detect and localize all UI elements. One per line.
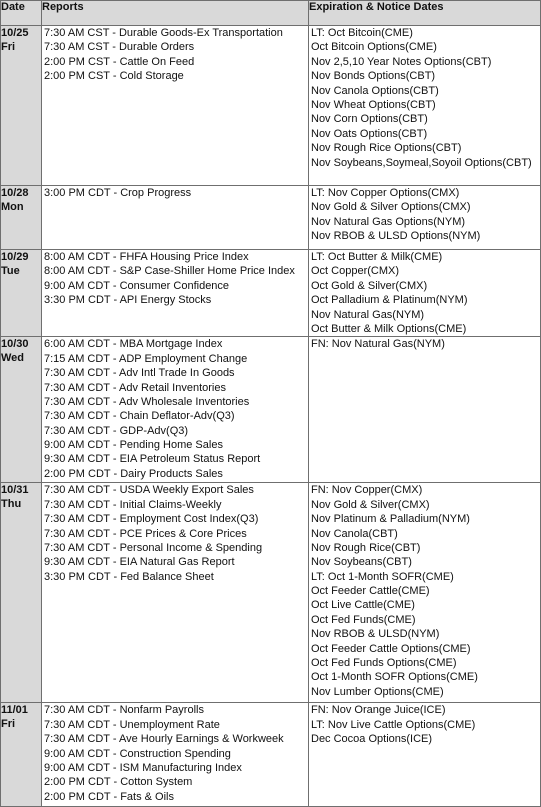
expiration-cell — [309, 26, 541, 186]
expiration-item: Nov Gold & Silver(CMX) — [311, 498, 430, 511]
report-item: 7:30 AM CDT - USDA Weekly Export Sales — [44, 484, 254, 497]
expiration-item: Nov Natural Gas(NYM) — [311, 308, 425, 321]
expiration-item: LT: Oct Bitcoin(CME) — [311, 27, 413, 39]
date-label: 10/30 — [1, 338, 29, 351]
calendar-row — [1, 26, 541, 186]
expiration-cell — [309, 186, 541, 250]
expiration-item: Nov Oats Options(CBT) — [311, 127, 428, 140]
expiration-cell — [309, 337, 541, 483]
expiration-item: Oct Gold & Silver(CMX) — [311, 279, 428, 292]
report-item: 2:00 PM CDT - Dairy Products Sales — [44, 467, 223, 480]
expiration-item: FN: Nov Natural Gas(NYM) — [311, 338, 445, 351]
expiration-item: FN: Nov Copper(CMX) — [311, 484, 423, 497]
expiration-item: Nov Platinum & Palladium(NYM) — [311, 513, 470, 526]
expiration-item: Oct Feeder Cattle Options(CME) — [311, 642, 471, 655]
calendar-body — [1, 26, 541, 807]
report-item: 9:30 AM CDT - EIA Petroleum Status Report — [44, 453, 261, 466]
expiration-item: Nov Bonds Options(CBT) — [311, 70, 436, 83]
report-item: 7:30 AM CDT - Unemployment Rate — [44, 718, 220, 731]
date-label: 10/28 — [1, 187, 29, 199]
expiration-item: FN: Nov Orange Juice(ICE) — [311, 704, 446, 717]
expiration-cell — [309, 703, 541, 807]
report-item: 9:00 AM CDT - Consumer Confidence — [44, 279, 230, 292]
expiration-item: Nov 2,5,10 Year Notes Options(CBT) — [311, 55, 492, 68]
reports-cell — [42, 483, 309, 703]
date-cell — [1, 250, 42, 337]
expiration-item: Nov Lumber Options(CME) — [311, 685, 444, 698]
report-item: 7:30 AM CST - Durable Orders — [44, 41, 195, 54]
calendar-row — [1, 703, 541, 807]
expiration-cell — [309, 250, 541, 337]
expiration-item: LT: Nov Copper Options(CMX) — [311, 187, 460, 199]
expiration-item: Nov Soybeans,Soymeal,Soyoil Options(CBT) — [311, 156, 532, 169]
report-item: 9:30 AM CDT - EIA Natural Gas Report — [44, 556, 235, 569]
day-label: Fri — [1, 41, 16, 53]
expiration-item: Nov Wheat Options(CBT) — [311, 98, 436, 111]
header-row — [1, 1, 541, 26]
reports-cell — [42, 250, 309, 337]
day-label: Fri — [1, 718, 16, 731]
calendar-row — [1, 250, 541, 337]
calendar-row — [1, 337, 541, 483]
expiration-item: Oct Live Cattle(CME) — [311, 599, 415, 612]
day-label: Mon — [1, 201, 24, 213]
expiration-cell — [309, 483, 541, 703]
calendar-row — [1, 186, 541, 250]
report-item: 7:30 AM CDT - Initial Claims-Weekly — [44, 498, 222, 511]
expiration-item: Oct Fed Funds(CME) — [311, 613, 416, 626]
report-item: 3:30 PM CDT - Fed Balance Sheet — [44, 570, 214, 583]
expiration-item: LT: Oct Butter & Milk(CME) — [311, 251, 443, 263]
report-item: 9:00 AM CDT - ISM Manufacturing Index — [44, 761, 242, 774]
report-item: 6:00 AM CDT - MBA Mortgage Index — [44, 338, 223, 351]
day-label: Thu — [1, 498, 22, 511]
expiration-item: Dec Cocoa Options(ICE) — [311, 733, 433, 746]
expiration-item: Nov Canola Options(CBT) — [311, 84, 439, 97]
report-item: 7:30 AM CDT - Employment Cost Index(Q3) — [44, 513, 259, 526]
report-item: 3:30 PM CDT - API Energy Stocks — [44, 294, 212, 307]
expiration-item: Oct Copper(CMX) — [311, 265, 400, 278]
report-item: 8:00 AM CDT - S&P Case-Shiller Home Price Index — [44, 265, 295, 278]
report-item: 2:00 PM CST - Cattle On Feed — [44, 55, 195, 68]
day-label: Wed — [1, 352, 25, 365]
expiration-column-header: Expiration & Notice Dates — [309, 1, 541, 26]
report-item: 7:30 AM CDT - Adv Intl Trade In Goods — [44, 367, 235, 380]
report-item: 2:00 PM CDT - Fats & Oils — [44, 790, 174, 803]
report-item: 3:00 PM CDT - Crop Progress — [44, 187, 192, 199]
report-item: 7:15 AM CDT - ADP Employment Change — [44, 352, 248, 365]
expiration-item: Nov RBOB & ULSD Options(NYM) — [311, 230, 481, 243]
report-item: 7:30 AM CDT - Chain Deflator-Adv(Q3) — [44, 410, 235, 423]
date-cell — [1, 483, 42, 703]
date-cell — [1, 703, 42, 807]
expiration-item: Oct Bitcoin Options(CME) — [311, 41, 437, 54]
day-label: Tue — [1, 265, 20, 277]
date-cell — [1, 337, 42, 483]
date-column-header: Date — [1, 1, 42, 26]
report-item: 9:00 AM CDT - Pending Home Sales — [44, 439, 223, 452]
report-item: 9:00 AM CDT - Construction Spending — [44, 747, 231, 760]
date-cell — [1, 186, 42, 250]
reports-cell — [42, 26, 309, 186]
report-item: 7:30 AM CST - Durable Goods-Ex Transportation — [44, 27, 283, 39]
expiration-item: Oct Fed Funds Options(CME) — [311, 657, 457, 670]
expiration-item: Oct 1-Month SOFR Options(CME) — [311, 671, 478, 684]
expiration-item: Nov Corn Options(CBT) — [311, 113, 428, 126]
expiration-item: Oct Palladium & Platinum(NYM) — [311, 294, 468, 307]
reports-column-header: Reports — [42, 1, 309, 26]
expiration-item: Oct Butter & Milk Options(CME) — [311, 322, 467, 335]
date-label: 11/01 — [1, 704, 28, 717]
expiration-item: Oct Feeder Cattle(CME) — [311, 585, 430, 598]
reports-cell — [42, 186, 309, 250]
report-item: 7:30 AM CDT - Adv Retail Inventories — [44, 381, 226, 394]
report-item: 8:00 AM CDT - FHFA Housing Price Index — [44, 251, 249, 263]
date-label: 10/31 — [1, 484, 29, 497]
reports-cell — [42, 337, 309, 483]
report-item: 7:30 AM CDT - Ave Hourly Earnings & Workweek — [44, 733, 284, 746]
date-cell — [1, 26, 42, 186]
expiration-item: Nov Gold & Silver Options(CMX) — [311, 201, 471, 214]
expiration-item: Nov Rough Rice Options(CBT) — [311, 142, 462, 155]
expiration-item: Nov Canola(CBT) — [311, 527, 398, 540]
expiration-item: Nov Soybeans(CBT) — [311, 556, 412, 569]
report-item: 2:00 PM CST - Cold Storage — [44, 70, 184, 83]
expiration-item: Nov Natural Gas Options(NYM) — [311, 215, 466, 228]
report-item: 7:30 AM CDT - Adv Wholesale Inventories — [44, 395, 250, 408]
report-item: 7:30 AM CDT - Personal Income & Spending — [44, 541, 263, 554]
report-item: 7:30 AM CDT - GDP-Adv(Q3) — [44, 424, 189, 437]
report-item: 2:00 PM CDT - Cotton System — [44, 776, 193, 789]
expiration-item: LT: Oct 1-Month SOFR(CME) — [311, 570, 454, 583]
reports-cell — [42, 703, 309, 807]
report-item: 7:30 AM CDT - PCE Prices & Core Prices — [44, 527, 247, 540]
calendar-row — [1, 483, 541, 703]
expiration-item: Nov Rough Rice(CBT) — [311, 541, 421, 554]
expiration-item: LT: Nov Live Cattle Options(CME) — [311, 718, 476, 731]
date-label: 10/25 — [1, 27, 29, 39]
report-item: 7:30 AM CDT - Nonfarm Payrolls — [44, 704, 204, 717]
expiration-item: Nov RBOB & ULSD(NYM) — [311, 628, 440, 641]
date-label: 10/29 — [1, 251, 29, 263]
